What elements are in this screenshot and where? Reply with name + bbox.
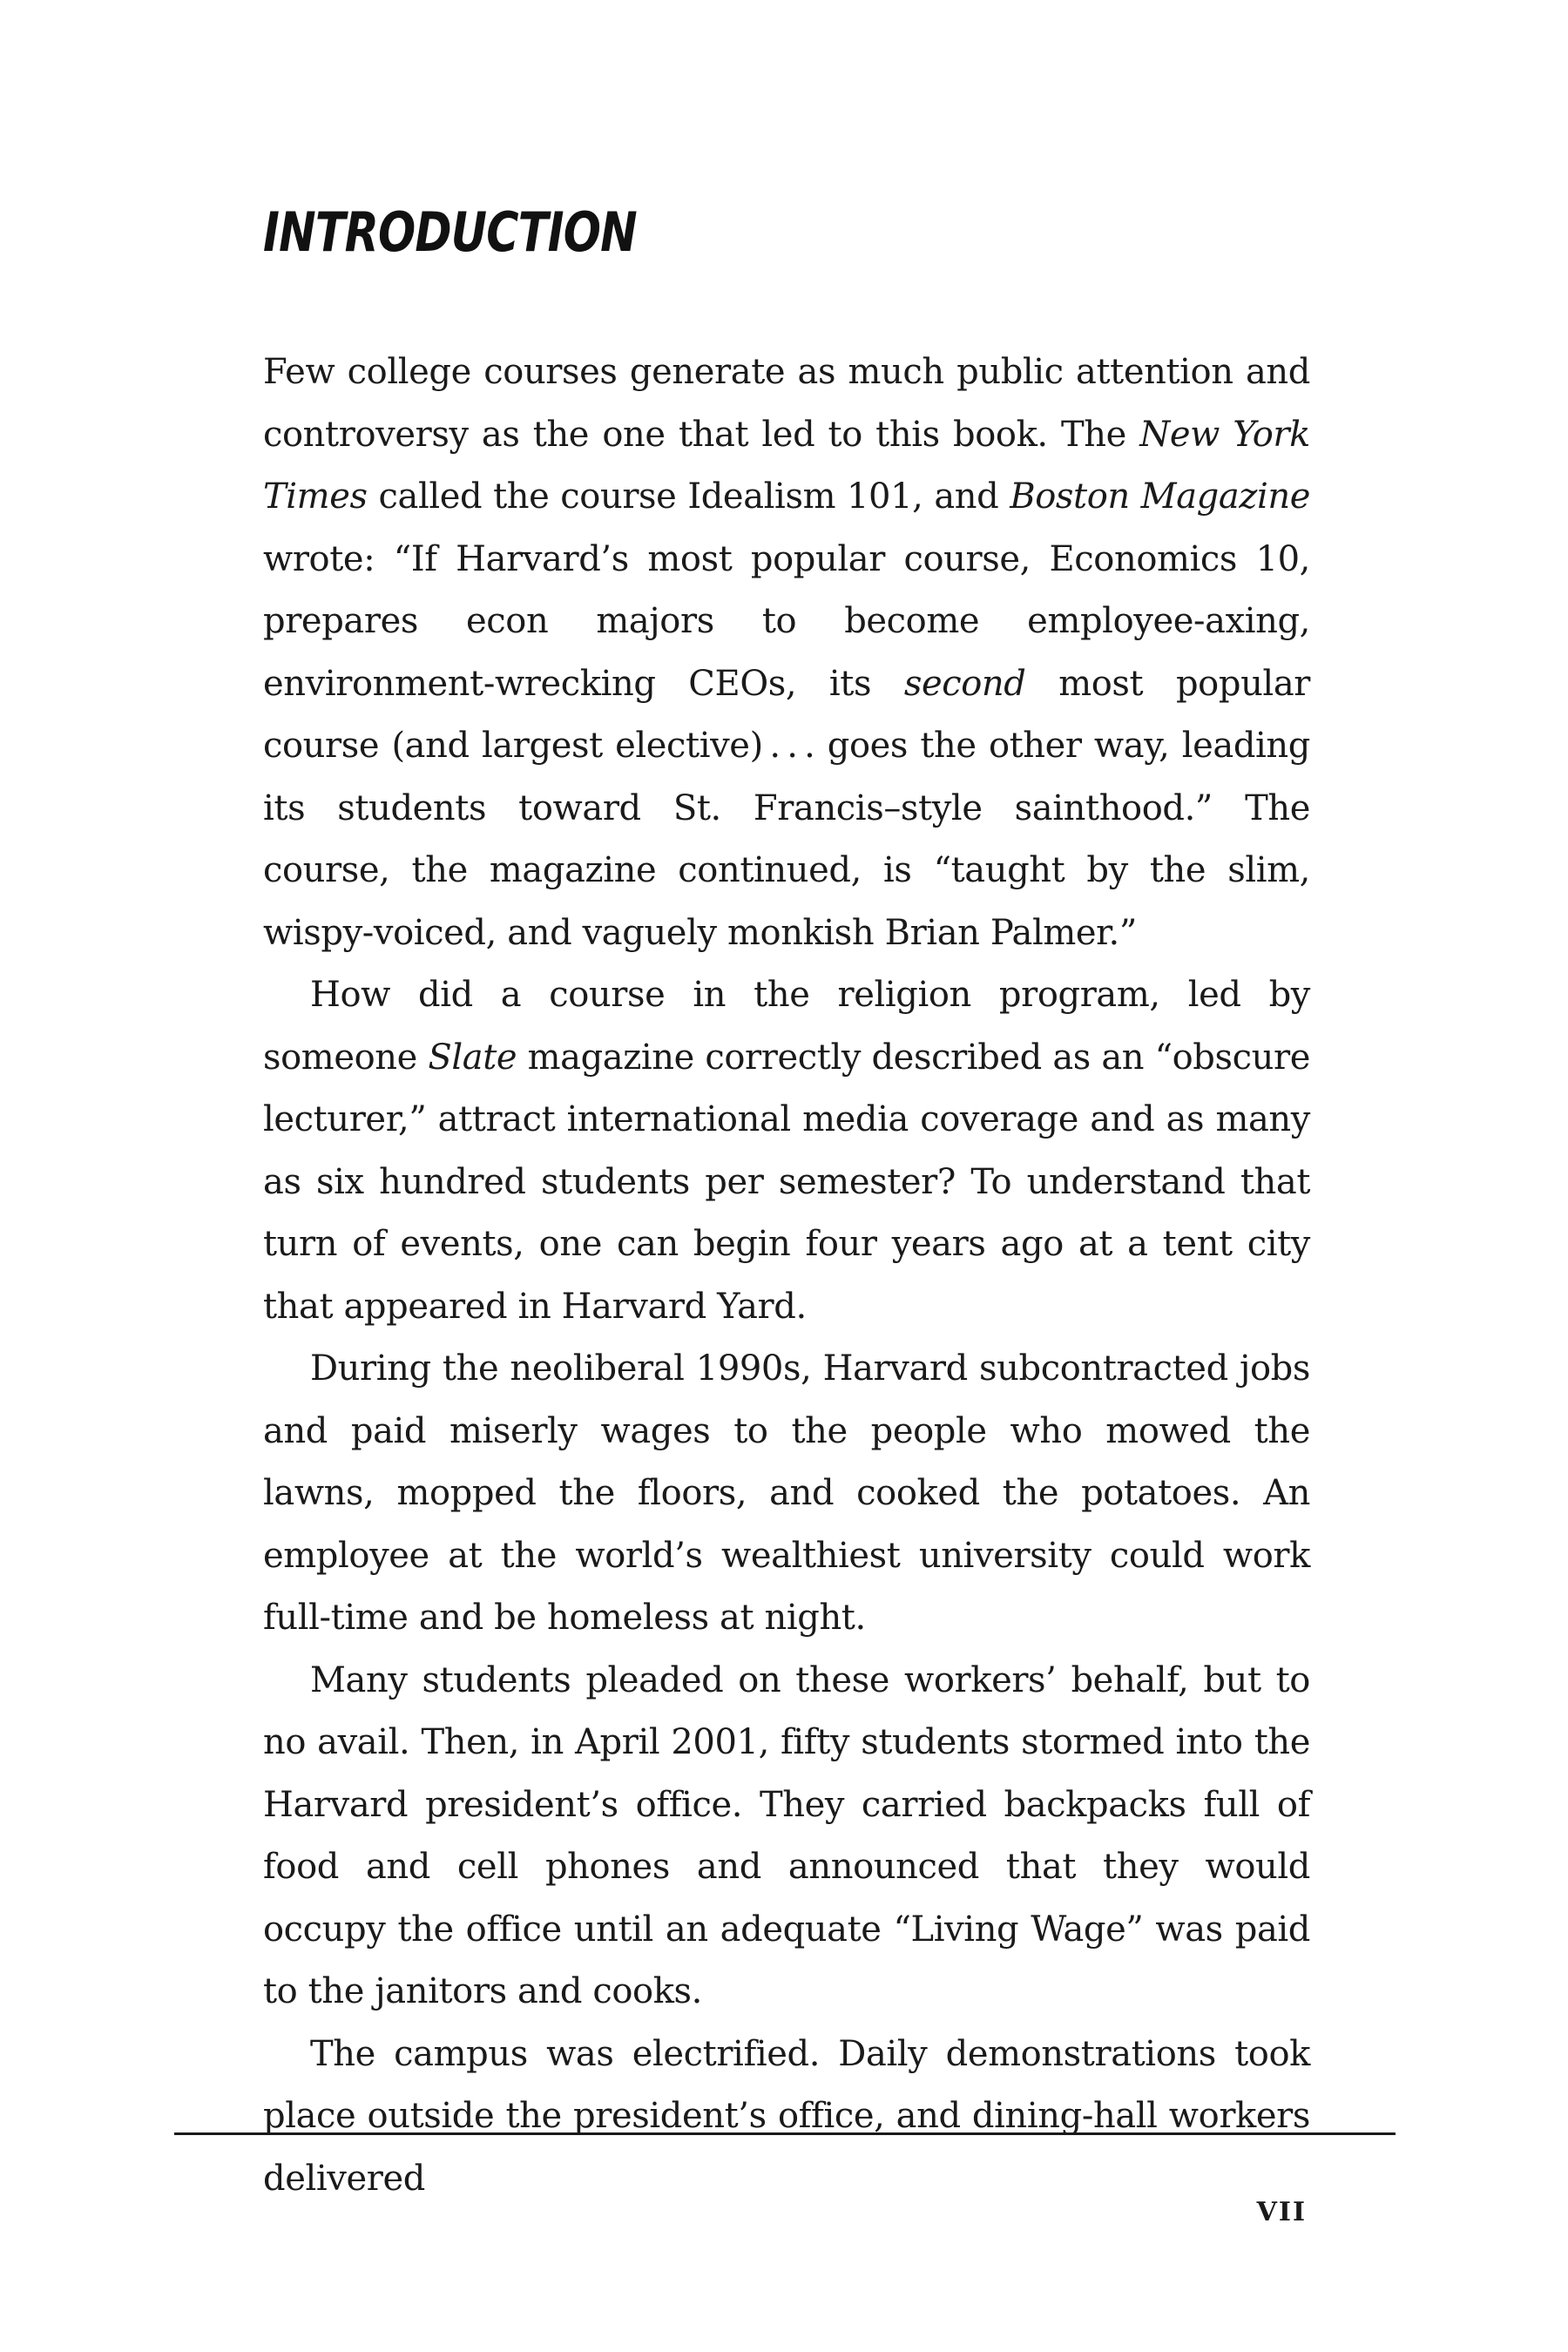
text-run: During the neoliberal 1990s, Harvard subcontracted jobs and paid miserly wages to the people who mowed the lawns, mopped the floors, and cooked the potatoes. An employee at the world’s wealthiest university could work full-time and be homeless at night. bbox=[263, 1348, 1310, 1638]
text-run: Many students pleaded on these workers’ behalf, but to no avail. Then, in April 2001, fifty students stormed into the Harvard president’s office. They carried backpacks full of food and cell phones and announced that they would occupy the office until an adequate “Living Wage” was paid to the janitors and cooks. bbox=[263, 1659, 1310, 2011]
paragraph bbox=[263, 341, 1310, 964]
italic-title: Slate bbox=[428, 1037, 517, 1078]
body-text bbox=[263, 341, 1310, 2210]
text-run: wrote: “If Harvard’s most popular course, Economics 10, prepares econ majors to become employee-axing, environment-wrecking CEOs, its bbox=[263, 538, 1310, 704]
paragraph bbox=[263, 1338, 1310, 1650]
page-number: VII bbox=[1256, 2197, 1307, 2227]
text-run: called the course Idealism 101, and bbox=[367, 476, 1010, 517]
text-run: How did a course in the religion program, led by someone bbox=[263, 975, 1310, 1078]
text-run: magazine correctly described as an “obscure lecturer,” attract international media coverage and as many as six hundred students per semester? To understand that turn of events, one can begin four years ago at a tent city that appeared in Harvard Yard. bbox=[263, 1037, 1310, 1327]
text-run: Few college courses generate as much public attention and controversy as the one that led to this book. The bbox=[263, 352, 1310, 455]
text-run: The campus was electrified. Daily demonstrations took place outside the president’s office, and dining-hall workers delivered bbox=[263, 2033, 1310, 2199]
text-run: most popular course (and largest elective) . . . goes the other way, leading its students toward St. Francis–style sainthood.” The course, the magazine continued, is “taught by the slim, wispy-voiced, and vaguely monkish Brian Palmer.” bbox=[263, 663, 1310, 953]
paragraph bbox=[263, 1650, 1310, 2024]
chapter-title: INTRODUCTION bbox=[263, 200, 637, 264]
paragraph bbox=[263, 2024, 1310, 2211]
italic-title: second bbox=[903, 663, 1026, 704]
footer-rule bbox=[174, 2132, 1396, 2135]
italic-title: New York Times bbox=[263, 414, 1310, 517]
italic-title: Boston Magazine bbox=[1010, 476, 1310, 517]
paragraph bbox=[263, 964, 1310, 1338]
